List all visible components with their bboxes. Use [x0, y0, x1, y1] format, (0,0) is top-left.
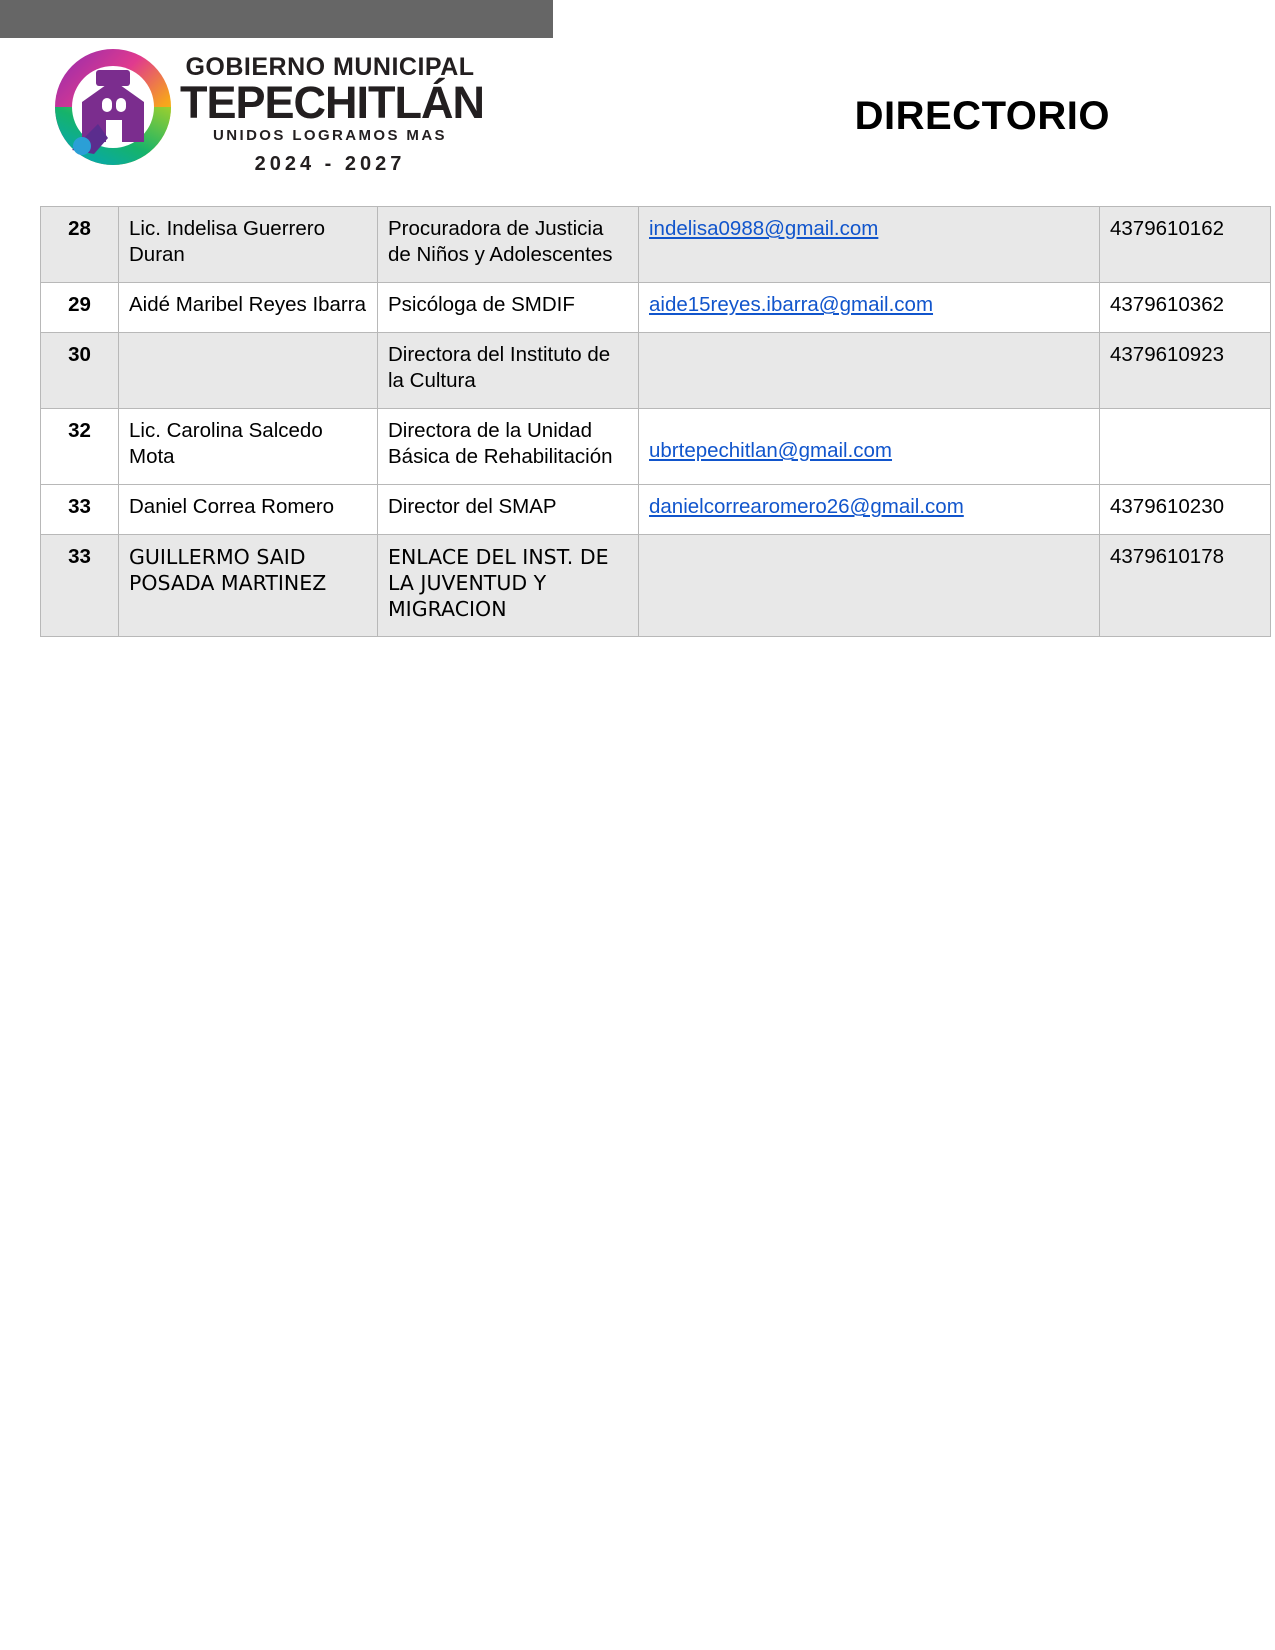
- row-phone: 4379610162: [1100, 207, 1271, 283]
- table-row: [41, 333, 1271, 409]
- email-link[interactable]: indelisa0988@gmail.com: [649, 217, 879, 240]
- row-role: Directora de la Unidad Básica de Rehabilitación: [378, 409, 639, 485]
- municipal-seal-icon: [52, 46, 174, 168]
- row-role: Directora del Instituto de la Cultura: [378, 333, 639, 409]
- row-email: [639, 409, 1100, 485]
- logo-line-2: TEPECHITLÁN: [180, 77, 484, 129]
- row-role: Procuradora de Justicia de Niños y Adolescentes: [378, 207, 639, 283]
- table-row: [41, 283, 1271, 333]
- email-link[interactable]: danielcorrearomero26@gmail.com: [649, 495, 964, 519]
- government-logo: [52, 42, 482, 182]
- header-grey-bar: [0, 0, 553, 38]
- table-row: [41, 409, 1271, 485]
- row-number: 32: [41, 409, 119, 485]
- table-row: [41, 485, 1271, 535]
- document-header: [40, 42, 1160, 192]
- row-name: Aidé Maribel Reyes Ibarra: [119, 283, 378, 333]
- logo-line-1: GOBIERNO MUNICIPAL: [185, 53, 475, 81]
- row-number: 33: [41, 485, 119, 535]
- page-title: DIRECTORIO: [854, 94, 1110, 138]
- row-phone: 4379610362: [1100, 283, 1271, 333]
- row-phone: [1100, 409, 1271, 485]
- row-phone: 4379610923: [1100, 333, 1271, 409]
- directory-table: [40, 206, 1271, 637]
- row-name: Daniel Correa Romero: [119, 485, 378, 535]
- row-number: 30: [41, 333, 119, 409]
- row-email: [639, 207, 1100, 283]
- logo-wordmark: [180, 53, 484, 176]
- row-email: [639, 283, 1100, 333]
- row-number: 33: [41, 535, 119, 637]
- email-link[interactable]: aide15reyes.ibarra@gmail.com: [649, 293, 934, 317]
- row-email: [639, 485, 1100, 535]
- table-row: [41, 535, 1271, 637]
- row-name: Lic. Carolina Salcedo Mota: [119, 409, 378, 485]
- row-phone: 4379610178: [1100, 535, 1271, 637]
- table-row: [41, 207, 1271, 283]
- logo-line-4: 2024 - 2027: [254, 152, 406, 175]
- row-email: [639, 535, 1100, 637]
- row-role: ENLACE DEL INST. DE LA JUVENTUD Y MIGRACION: [378, 535, 639, 637]
- email-link[interactable]: ubrtepechitlan@gmail.com: [649, 439, 893, 463]
- row-phone: 4379610230: [1100, 485, 1271, 535]
- row-role: Director del SMAP: [378, 485, 639, 535]
- row-number: 28: [41, 207, 119, 283]
- row-email: [639, 333, 1100, 409]
- row-name: Lic. Indelisa Guerrero Duran: [119, 207, 378, 283]
- row-number: 29: [41, 283, 119, 333]
- row-name: [119, 333, 378, 409]
- row-role: Psicóloga de SMDIF: [378, 283, 639, 333]
- logo-line-3: UNIDOS LOGRAMOS MAS: [213, 127, 447, 145]
- row-name: GUILLERMO SAID POSADA MARTINEZ: [119, 535, 378, 637]
